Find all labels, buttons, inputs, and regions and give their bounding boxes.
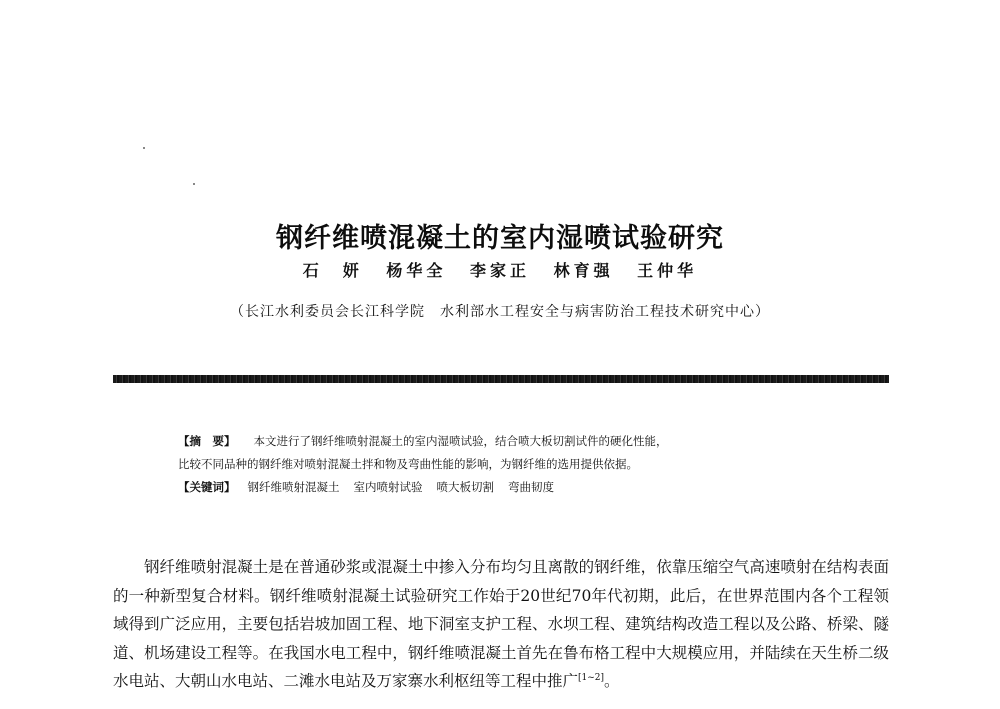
- body-paragraph: [113, 553, 889, 696]
- citation-reference[interactable]: [1~2]: [578, 673, 605, 683]
- keywords-line: [178, 476, 838, 499]
- author-list: [0, 258, 1000, 281]
- keyword: 钢纤维喷射混凝土: [247, 480, 340, 494]
- abstract-block: [178, 430, 838, 499]
- header-divider: [113, 375, 889, 383]
- abstract-text: 本文进行了钢纤维喷射混凝土的室内湿喷试验，结合喷大板切割试件的硬化性能，: [253, 434, 668, 448]
- abstract-label: 【摘 要】: [178, 434, 236, 448]
- keywords-label: 【关键词】: [178, 480, 236, 494]
- abstract-text: 比较不同品种的钢纤维对喷射混凝土拌和物及弯曲性能的影响，为钢纤维的选用提供依据。: [178, 457, 638, 471]
- author-affiliation: （长江水利委员会长江科学院 水利部水工程安全与病害防治工程技术研究中心）: [230, 304, 770, 320]
- paragraph-end: 。: [604, 672, 620, 690]
- scan-speck: [193, 183, 195, 185]
- author-name: 李家正: [469, 261, 530, 280]
- keyword: 弯曲韧度: [508, 480, 554, 494]
- keyword: 喷大板切割: [436, 480, 494, 494]
- author-name: 林育强: [553, 261, 614, 280]
- author-name: 王仲华: [637, 261, 698, 280]
- paragraph-text: 钢纤维喷射混凝土是在普通砂浆或混凝土中掺入分布均匀且离散的钢纤维，依靠压缩空气高速喷射在结构表面的一种新型复合材料。钢纤维喷射混凝土试验研究工作始于20世纪70年代初期，此后，在世界范围内各个工程领域得到广泛应用，主要包括岩坡加固工程、地下洞室支护工程、水坝工程、建筑结构改造工程以及公路、桥梁、隧道、机场建设工程等。在我国水电工程中，钢纤维喷混凝土首先在鲁布格工程中大规模应用，并陆续在天生桥二级水电站、大朝山水电站、二滩水电站及万家寨水利枢纽等工程中推广: [113, 558, 889, 690]
- scan-speck: [143, 147, 145, 149]
- body-text: [113, 553, 889, 696]
- abstract-line: [178, 453, 838, 476]
- author-name: 杨华全: [386, 261, 447, 280]
- abstract-line: [178, 430, 838, 453]
- keyword: 室内喷射试验: [353, 480, 423, 494]
- author-name: 石 妍: [302, 261, 363, 280]
- paper-title: 钢纤维喷混凝土的室内湿喷试验研究: [276, 223, 724, 255]
